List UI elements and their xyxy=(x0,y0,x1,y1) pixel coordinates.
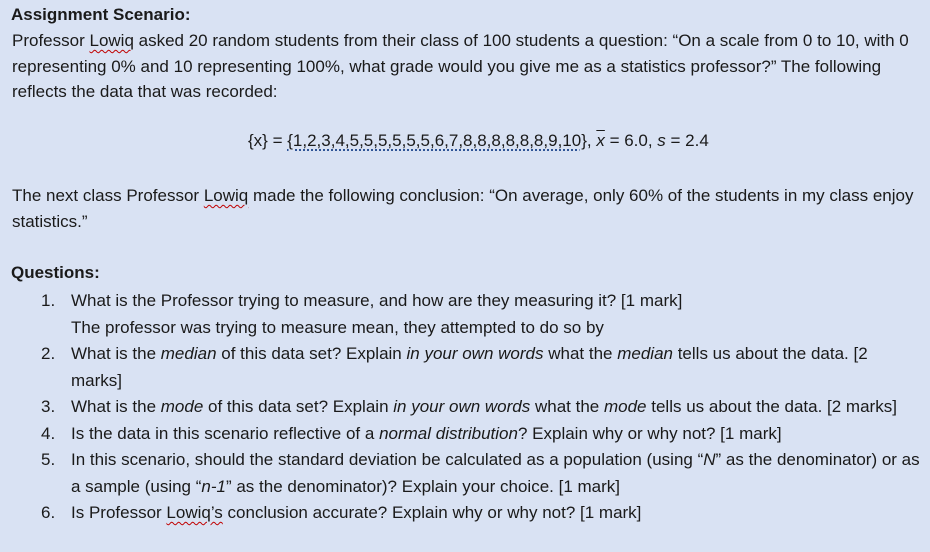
data-set: {1,2,3,4,5,5,5,5,5,5,6,7,8,8,8,8,8,8,9,10} xyxy=(287,131,587,150)
questions-list xyxy=(0,288,930,527)
question-number: 4. xyxy=(41,423,56,443)
conclusion-paragraph: The next class Professor Lowiq made the following conclusion: “On average, only 60% of the students in my class enjoy statistics.” xyxy=(12,186,914,231)
question-number: 1. xyxy=(41,291,56,310)
question-2: 2. What is the median of this data set? Explain in your own words what the median tells us about the data. [2 marks] xyxy=(0,341,930,394)
question-5: 5. In this scenario, should the standard deviation be calculated as a population (using “N” as the denominator) or as a sample (using “n-1” as the denominator)? Explain your choice. [1 mark] xyxy=(0,447,930,500)
mean-symbol: $\overline{x}$ xyxy=(596,131,605,150)
professor-name: Lowiq’s xyxy=(166,503,223,522)
question-number: 2. xyxy=(41,344,56,363)
questions-heading: Questions: xyxy=(11,263,100,282)
question-number: 3. xyxy=(41,397,56,416)
question-4: 4. Is the data in this scenario reflective of a normal distribution? Explain why or why not? [1 mark] xyxy=(0,421,930,448)
scenario-heading: Assignment Scenario: xyxy=(11,5,191,24)
professor-name: Lowiq xyxy=(203,186,249,205)
answer-text[interactable]: The professor was trying to measure mean, they attempted to do so by xyxy=(71,317,604,337)
question-number: 5. xyxy=(41,450,56,469)
question-3: 3. What is the mode of this data set? Explain in your own words what the mode tells us about the data. [2 marks] xyxy=(0,394,930,421)
question-1 xyxy=(0,288,930,341)
data-formula: {x} = {1,2,3,4,5,5,5,5,5,5,6,7,8,8,8,8,8,8,9,10}, $\overline{x} = 6.0$, s = 2.4 xyxy=(248,131,709,150)
scenario-intro: Professor Lowiq asked 20 random students from their class of 100 students a question: “On a scale from 0 to 10, with 0 representing 0% and 10 representing 100%, what grade would you give me as a statistics professor?” The following reflects the data that was recorded: xyxy=(12,31,909,101)
question-text: What is the Professor trying to measure, and how are they measuring it? [1 mark] xyxy=(71,291,683,310)
question-number: 6. xyxy=(41,503,56,522)
question-6: 6. Is Professor Lowiq’s conclusion accurate? Explain why or why not? [1 mark] xyxy=(0,500,930,527)
sd-symbol: s xyxy=(657,131,666,150)
professor-name: Lowiq xyxy=(89,31,134,50)
